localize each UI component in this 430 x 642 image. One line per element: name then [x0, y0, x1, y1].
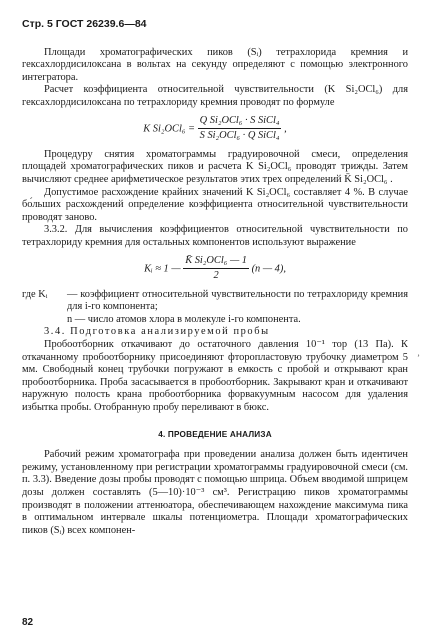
formula2-rhs: (n — 4), [251, 262, 286, 274]
formula1-end: , [284, 123, 287, 135]
paragraph-3-3-2: 3.3.2. Для вычисления коэффициентов относительной чувствительности по тетрахлориду кремния для остальных компонентов используют выражение [22, 224, 408, 248]
definition-ki-term: где Kᵢ [22, 288, 48, 300]
formula2-lhs: Kᵢ ≈ 1 — [144, 262, 181, 274]
definition-ki [22, 289, 408, 314]
paragraph-3-4-heading: 3.4. Подготовка анализируемой пробы [44, 326, 270, 338]
formula-other-components [22, 255, 408, 283]
formula1-denominator: S Si₂OCl₆ · Q SiCl₄ [199, 130, 280, 142]
formula1-numerator: Q Si₂OCl₆ · S SiCl₄ [198, 115, 282, 130]
formula1-lhs: K Si₂OCl₆ = [143, 123, 196, 135]
paragraph-peak-areas: Площади хроматографических пиков (Sᵢ) тетрахлорида кремния и гексахлордисилоксана в вольтах на секунду определяют с помощью электронного интегратора. [22, 46, 408, 83]
paragraph-procedure: Процедуру снятия хроматограммы градуировочной смеси, определения площадей хроматографических пиков и расчета K Si₂OCl₆ проводят трижды. Затем вычисляют среднее арифметическое результатов этих трех определений K̄ Si₂OCl₆ . [22, 148, 408, 185]
paragraph-coefficient-intro: Расчет коэффициента относительной чувствительности (K Si₂OCl₆) для гексахлордисилоксана по тетрахлориду кремния проводят по формуле [22, 84, 408, 108]
formula-sensitivity-coefficient [22, 115, 408, 143]
formula2-fraction [183, 255, 249, 283]
paragraph-sampling: Пробоотборник откачивают до остаточного давления 10⁻¹ тор (13 Па). К откачанному пробоотборнику присоединяют фторопластовую трубочку диаметром 5 мм. Свободный конец трубочки погружают в емкость с пробой и открывают кран пробоотборника. Проба засасывается в пробоотборник. Закрывают кран и откачивают наружную полость крана пробоотборника форвакуумным насосом для удаления избытка пробы. Отобранную пробу переливают в бюкс. [22, 339, 408, 414]
paragraph-analysis: Рабочий режим хроматографа при проведении анализа должен быть идентичен режиму, установленному при регистрации хроматограммы градуировочной смеси (см. п. 3.3). Введение дозы пробы проводят с помощью шприца. Объем вводимой шприцем дозы должен составлять (5—10)·10⁻³ см³. Регистрацию пиков хроматограммы производят в положении аттенюатора, обеспечивающем нахождение максимума пика в оптимальном интервале шкалы потенциометра. Площади хроматографических пиков (Sᵢ) всех компонен- [22, 449, 408, 536]
margin-mark: ʼ [417, 353, 420, 363]
definition-n: n — число атомов хлора в молекуле i-го компонента. [67, 313, 301, 325]
section-4-title: 4. ПРОВЕДЕНИЕ АНАЛИЗА [158, 429, 272, 439]
paragraph-tolerance: Допустимое расхождение крайних значений K Si₂OCl₆ составляет 4 %. В случае бо́льших расхождений определение коэффициента относительной чувствительности проводят заново. [22, 186, 408, 223]
formula2-denominator: 2 [213, 270, 219, 282]
page-header: Стр. 5 ГОСТ 26239.6—84 [22, 18, 147, 30]
formula1-fraction [198, 115, 282, 143]
formula2-numerator: K̄ Si₂OCl₆ — 1 [183, 255, 249, 270]
page-number: 82 [22, 617, 34, 629]
definition-ki-desc: — коэффициент относительной чувствительности по тетрахлориду кремния для i-го компонента; [67, 288, 408, 313]
definitions [22, 289, 408, 327]
